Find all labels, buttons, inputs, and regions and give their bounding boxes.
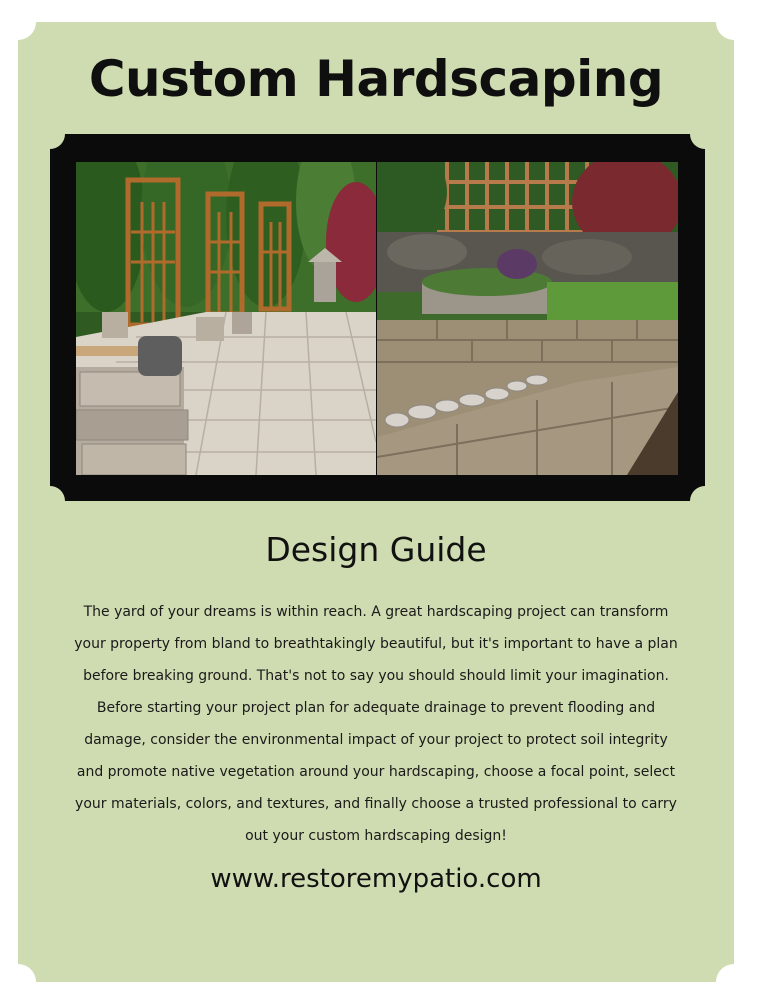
body-line: damage, consider the environmental impact of your project to protect soil integrity <box>84 732 668 748</box>
website-link[interactable]: www.restoremypatio.com <box>210 864 542 894</box>
patio-photo <box>76 162 376 475</box>
corner-notch <box>716 964 752 1000</box>
frame-corner-notch <box>690 119 720 149</box>
body-line: Before starting your project plan for adequate drainage to prevent flooding and <box>96 700 656 716</box>
subtitle: Design Guide <box>265 530 487 569</box>
body-line: before breaking ground. That's not to say you should should limit your imagination. <box>83 668 669 684</box>
corner-notch <box>0 4 36 40</box>
body-line: your materials, colors, and textures, and finally choose a trusted professional to carry <box>75 796 677 812</box>
frame-corner-notch <box>690 486 720 516</box>
frame-corner-notch <box>35 486 65 516</box>
corner-notch <box>716 4 752 40</box>
body-line: out your custom hardscaping design! <box>245 828 507 844</box>
frame-corner-notch <box>35 119 65 149</box>
page-title: Custom Hardscaping <box>88 50 664 108</box>
body-line: The yard of your dreams is within reach. A great hardscaping project can transform <box>83 604 669 620</box>
retaining-wall-photo <box>377 162 678 475</box>
body-line: and promote native vegetation around your hardscaping, choose a focal point, select <box>76 764 676 780</box>
corner-notch <box>0 964 36 1000</box>
body-paragraph <box>60 596 692 852</box>
body-line: your property from bland to breathtakingly beautiful, but it's important to have a plan <box>74 636 678 652</box>
